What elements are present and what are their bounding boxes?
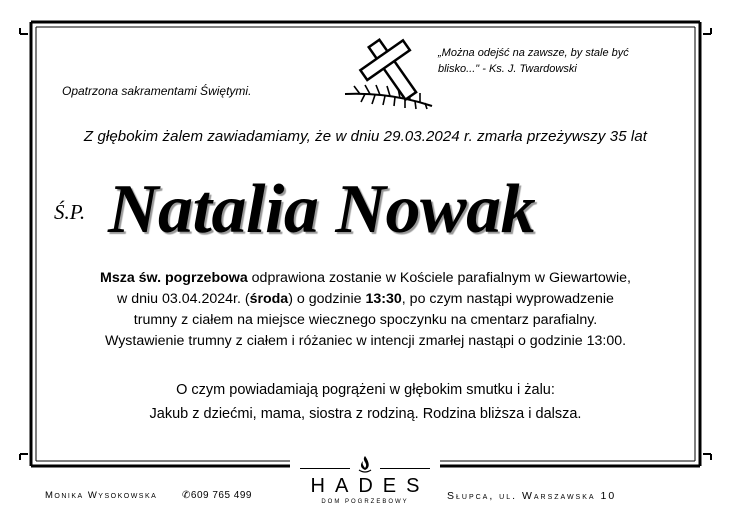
death-announcement: Z głębokim żalem zawiadamiamy, że w dniu 29.03.2024 r. zmarła przeżywszy 35 lat — [83, 128, 648, 145]
mass-weekday: środa — [249, 291, 289, 307]
quote — [438, 45, 678, 77]
footer-address: Słupca, ul. Warszawska 10 — [447, 490, 617, 502]
mourners: Jakub z dziećmi, mama, siostra z rodziną. Rodzina bliższa i dalsza. — [149, 406, 582, 422]
logo-line-right — [380, 468, 430, 469]
mass-time: 13:30 — [365, 291, 402, 307]
footer-phone: ✆609 765 499 — [182, 490, 252, 501]
quote-line-2: blisko..." - Ks. J. Twardowski — [438, 63, 577, 75]
mass-procession: , po czym nastąpi wyprowadzenie — [401, 291, 614, 307]
palm-branch-icon — [345, 85, 432, 109]
logo-line-left — [300, 468, 350, 469]
flame-icon — [357, 455, 373, 473]
footer-contact-name: Monika Wysokowska — [45, 490, 158, 501]
closing-text — [0, 378, 731, 426]
mass-line-2 — [40, 289, 691, 310]
cross-icon — [340, 32, 440, 112]
mass-line-1 — [40, 268, 691, 289]
sp-prefix: Ś.P. — [54, 200, 86, 224]
funeral-details — [40, 268, 691, 352]
mass-location: odprawiona zostanie w Kościele parafialnym w Giewartowie, — [247, 270, 631, 286]
quote-line-1: „Można odejść na zawsze, by stale być — [438, 47, 629, 59]
sacraments-text: Opatrzona sakramentami Świętymi. — [62, 84, 252, 98]
closing-line-1: O czym powiadamiają pogrążeni w głębokim smutku i żalu: — [176, 382, 555, 398]
logo-subtitle: DOM POGRZEBOWY — [321, 499, 409, 505]
mass-time-label: ) o godzinie — [288, 291, 366, 307]
mass-line-4: Wystawienie trumny z ciałem i różaniec w intencji zmarłej nastąpi o godzinie 13:00. — [104, 333, 627, 349]
logo-brand: HADES — [310, 475, 430, 497]
mass-line-3: trumny z ciałem na miejsce wiecznego spoczynku na cmentarz parafialny. — [133, 312, 598, 328]
mass-date: w dniu 03.04.2024r. ( — [117, 291, 250, 307]
hades-logo — [300, 455, 430, 510]
mass-title: Msza św. pogrzebowa — [100, 270, 248, 286]
deceased-name: Natalia Nowak — [108, 171, 536, 248]
